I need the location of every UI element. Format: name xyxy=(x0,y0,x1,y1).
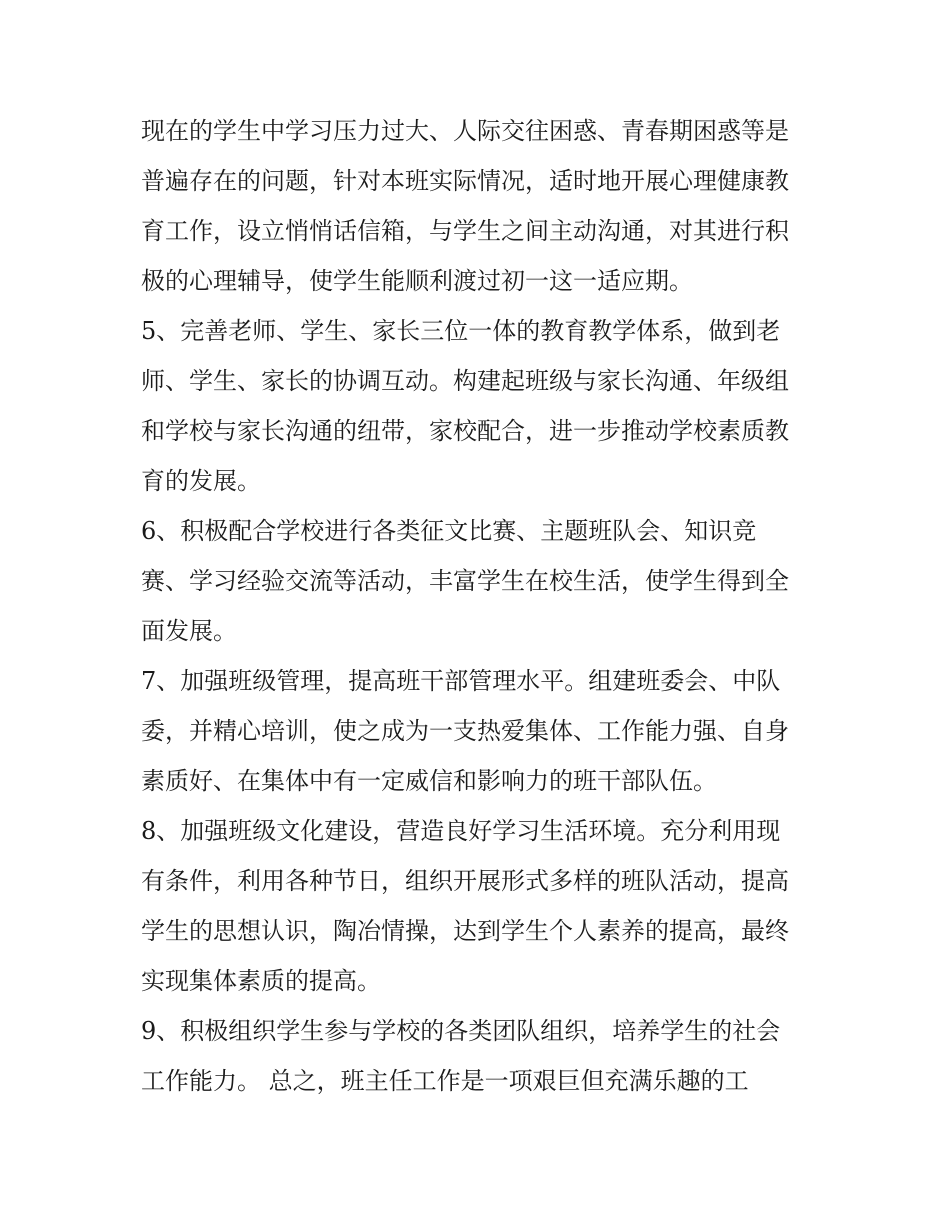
text-line: 和学校与家长沟通的纽带，家校配合，进一步推动学校素质教 xyxy=(141,417,789,445)
document-body xyxy=(141,106,821,1106)
text-line: 实现集体素质的提高。 xyxy=(141,967,381,995)
text-line: 5、完善老师、学生、家长三位一体的教育教学体系，做到老 xyxy=(141,317,781,345)
text-line: 工作能力。 总之，班主任工作是一项艰巨但充满乐趣的工 xyxy=(141,1067,749,1095)
text-line: 6、积极配合学校进行各类征文比赛、主题班队会、知识竞 xyxy=(141,517,757,545)
text-line: 极的心理辅导，使学生能顺利渡过初一这一适应期。 xyxy=(141,267,693,295)
text-line: 面发展。 xyxy=(141,617,237,645)
text-line: 学生的思想认识，陶冶情操，达到学生个人素养的提高，最终 xyxy=(141,917,789,945)
text-line: 赛、学习经验交流等活动，丰富学生在校生活，使学生得到全 xyxy=(141,567,789,595)
text-line: 素质好、在集体中有一定威信和影响力的班干部队伍。 xyxy=(141,767,717,795)
text-line: 师、学生、家长的协调互动。构建起班级与家长沟通、年级组 xyxy=(141,367,789,395)
text-line: 有条件，利用各种节日，组织开展形式多样的班队活动，提高 xyxy=(141,867,789,895)
text-line: 7、加强班级管理，提高班干部管理水平。组建班委会、中队 xyxy=(141,667,781,695)
text-line: 委，并精心培训，使之成为一支热爱集体、工作能力强、自身 xyxy=(141,717,789,745)
text-line: 育工作，设立悄悄话信箱，与学生之间主动沟通，对其进行积 xyxy=(141,217,789,245)
text-line: 9、积极组织学生参与学校的各类团队组织，培养学生的社会 xyxy=(141,1017,781,1045)
text-line: 普遍存在的问题，针对本班实际情况，适时地开展心理健康教 xyxy=(141,167,789,195)
text-line: 现在的学生中学习压力过大、人际交往困惑、青春期困惑等是 xyxy=(141,117,789,145)
text-line: 育的发展。 xyxy=(141,467,261,495)
text-line: 8、加强班级文化建设，营造良好学习生活环境。充分利用现 xyxy=(141,817,781,845)
